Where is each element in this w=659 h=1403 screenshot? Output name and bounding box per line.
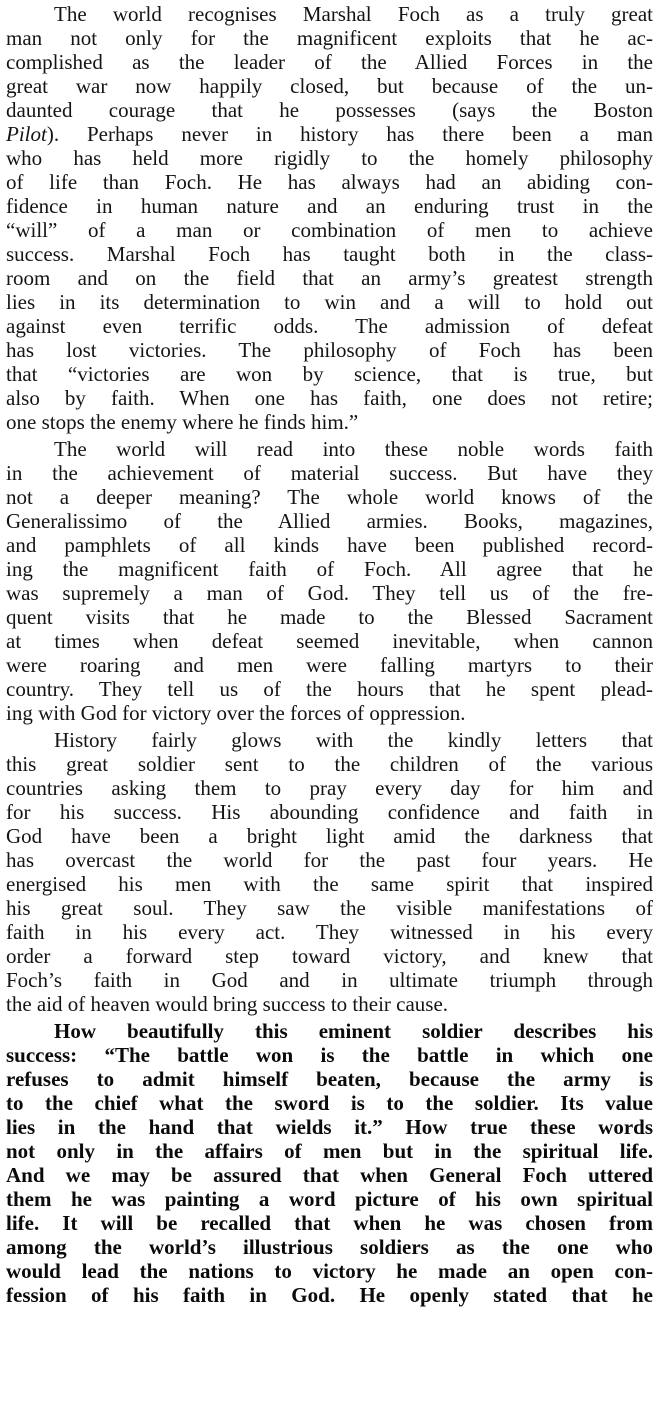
text-line: The world will read into these noble words faith [54,437,653,461]
text-line: at times when defeat seemed inevitable, when cannon [6,629,653,653]
text-line: Foch’s faith in God and in ultimate triumph through [6,968,653,992]
text-line: of life than Foch. He has always had an abiding con- [6,170,653,194]
text-line: one stops the enemy where he finds him.” [6,410,359,434]
text-line: The world recognises Marshal Foch as a truly great [54,2,653,26]
text-line: life. It will be recalled that when he was chosen from [6,1211,653,1235]
text-line: success: “The battle won is the battle in which one [6,1043,653,1067]
text-line: ing the magnificent faith of Foch. All agree that he [6,557,653,581]
text-line: not only in the affairs of men but in the spiritual life. [6,1139,653,1163]
text-line: lies in its determination to win and a will to hold out [6,290,653,314]
text-line: and pamphlets of all kinds have been published record- [6,533,653,557]
text-line: order a forward step toward victory, and knew that [6,944,653,968]
text-line: also by faith. When one has faith, one does not retire; [6,386,653,410]
text-line: among the world’s illustrious soldiers as the one who [6,1235,653,1259]
text-line: to the chief what the sword is to the soldier. Its value [6,1091,653,1115]
text-line: God have been a bright light amid the darkness that [6,824,653,848]
text-line: in the achievement of material success. But have they [6,461,653,485]
text-line: has lost victories. The philosophy of Foch has been [6,338,653,362]
text-line: fidence in human nature and an enduring trust in the [6,194,653,218]
text-line: “will” of a man or combination of men to achieve [6,218,653,242]
text-line: them he was painting a word picture of his own spiritual [6,1187,653,1211]
text-line: energised his men with the same spirit that inspired [6,872,653,896]
text-line: refuses to admit himself beaten, because the army is [6,1067,653,1091]
text-line: man not only for the magnificent exploits that he ac- [6,26,653,50]
text-line: was supremely a man of God. They tell us of the fre- [6,581,653,605]
text-line: has overcast the world for the past four years. He [6,848,653,872]
text-line: were roaring and men were falling martyrs to their [6,653,653,677]
text-line: lies in the hand that wields it.” How true these words [6,1115,653,1139]
text-line: that “victories are won by science, that is true, but [6,362,653,386]
text-line: country. They tell us of the hours that he spent plead- [6,677,653,701]
text-line: his great soul. They saw the visible manifestations of [6,896,653,920]
text-line: would lead the nations to victory he made an open con- [6,1259,653,1283]
text-line: great war now happily closed, but because of the un- [6,74,653,98]
text-line: complished as the leader of the Allied Forces in the [6,50,653,74]
text-line: daunted courage that he possesses (says the Boston [6,98,653,122]
text-line: Pilot). Perhaps never in history has there been a man [6,122,653,146]
text-line: faith in his every act. They witnessed in his every [6,920,653,944]
text-line: the aid of heaven would bring success to their cause. [6,992,449,1016]
text-line: History fairly glows with the kindly letters that [54,728,653,752]
text-line: for his success. His abounding confidence and faith in [6,800,653,824]
text-line: fession of his faith in God. He openly stated that he [6,1283,653,1307]
text-line: who has held more rigidly to the homely philosophy [6,146,653,170]
text-line: And we may be assured that when General Foch uttered [6,1163,653,1187]
text-line: countries asking them to pray every day for him and [6,776,653,800]
text-line: this great soldier sent to the children of the various [6,752,653,776]
text-line: against even terrific odds. The admission of defeat [6,314,653,338]
text-line: room and on the field that an army’s greatest strength [6,266,653,290]
text-line: quent visits that he made to the Blessed Sacrament [6,605,653,629]
text-line: Generalissimo of the Allied armies. Books, magazines, [6,509,653,533]
text-line: How beautifully this eminent soldier describes his [54,1019,653,1043]
text-line: success. Marshal Foch has taught both in the class- [6,242,653,266]
text-line: ing with God for victory over the forces of oppression. [6,701,466,725]
text-line: not a deeper meaning? The whole world knows of the [6,485,653,509]
